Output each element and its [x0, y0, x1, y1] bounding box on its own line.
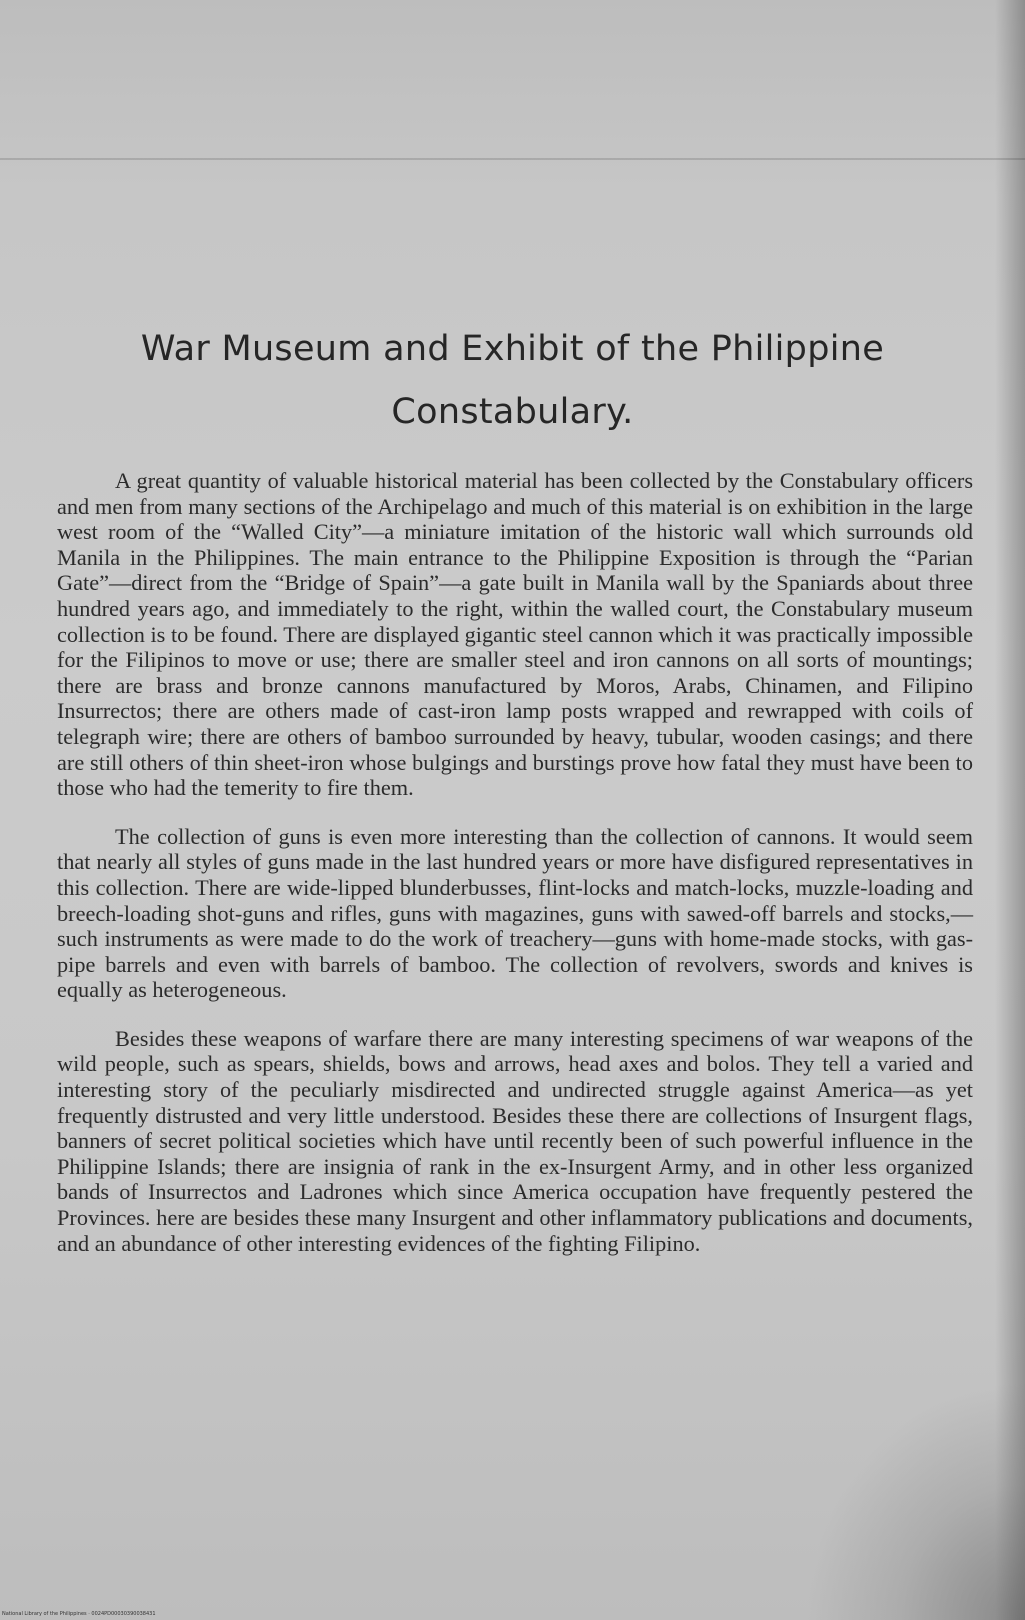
- scan-credit: National Library of the Philippines · 0024PD00030390038431: [2, 1611, 156, 1617]
- page-title: [40, 318, 985, 444]
- title-line-2: Constabulary.: [391, 392, 634, 432]
- title-line-1: War Museum and Exhibit of the Philippine: [140, 329, 885, 369]
- page-edge-shadow: [995, 0, 1025, 1620]
- article-body: [57, 468, 973, 1279]
- paragraph-guns: The collection of guns is even more interesting than the collection of cannons. It would seem that nearly all styles of guns made in the last hundred years or more have disfigured representatives in this collection. There are wide-lipped blunderbusses, flint-locks and match-locks, muzzle-loading and breech-loading shot-guns and rifles, guns with magazines, guns with sawed-off barrels and stocks,—such instruments as were made to do the work of treachery—guns with home-made stocks, with gas-pipe barrels and even with barrels of bamboo. The collection of revolvers, swords and knives is equally as heterogeneous.: [57, 823, 973, 1003]
- paragraph-weapons: Besides these weapons of warfare there are many interesting specimens of war weapons of the wild people, such as spears, shields, bows and arrows, head axes and bolos. They tell a varied and interesting story of the peculiarly misdirected and undirected struggle against America—as yet frequently distrusted and very little understood. Besides these there are collections of Insurgent flags, banners of secret political societies which have until recently been of such powerful influence in the Philippine Islands; there are insignia of rank in the ex-Insurgent Army, and in other less organized bands of Insurrectos and Ladrones which since America occupation have frequently pestered the Provinces. here are besides these many Insurgent and other inflammatory publications and documents, and an abundance of other interesting evidences of the fighting Filipino.: [57, 1025, 973, 1256]
- page-fold-line: [0, 158, 1025, 160]
- page-corner-wear: [805, 1380, 1025, 1620]
- paragraph-cannons: A great quantity of valuable historical material has been collected by the Constabulary officers and men from many sections of the Archipelago and much of this material is on exhibition in the large west room of the “Walled City”—a miniature imitation of the historic wall which surrounds old Manila in the Philippines. The main entrance to the Philippine Exposition is through the “Parian Gate”—direct from the “Bridge of Spain”—a gate built in Manila wall by the Spaniards about three hundred years ago, and immediately to the right, within the walled court, the Constabulary museum collection is to be found. There are displayed gigantic steel cannon which it was practically impossible for the Filipinos to move or use; there are smaller steel and iron cannons on all sorts of mountings; there are brass and bronze cannons manufactured by Moros, Arabs, Chinamen, and Filipino Insurrectos; there are others made of cast-iron lamp posts wrapped and rewrapped with coils of telegraph wire; there are others of bamboo surrounded by heavy, tubular, wooden casings; and there are still others of thin sheet-iron whose bulgings and burstings prove how fatal they must have been to those who had the temerity to fire them.: [57, 468, 973, 801]
